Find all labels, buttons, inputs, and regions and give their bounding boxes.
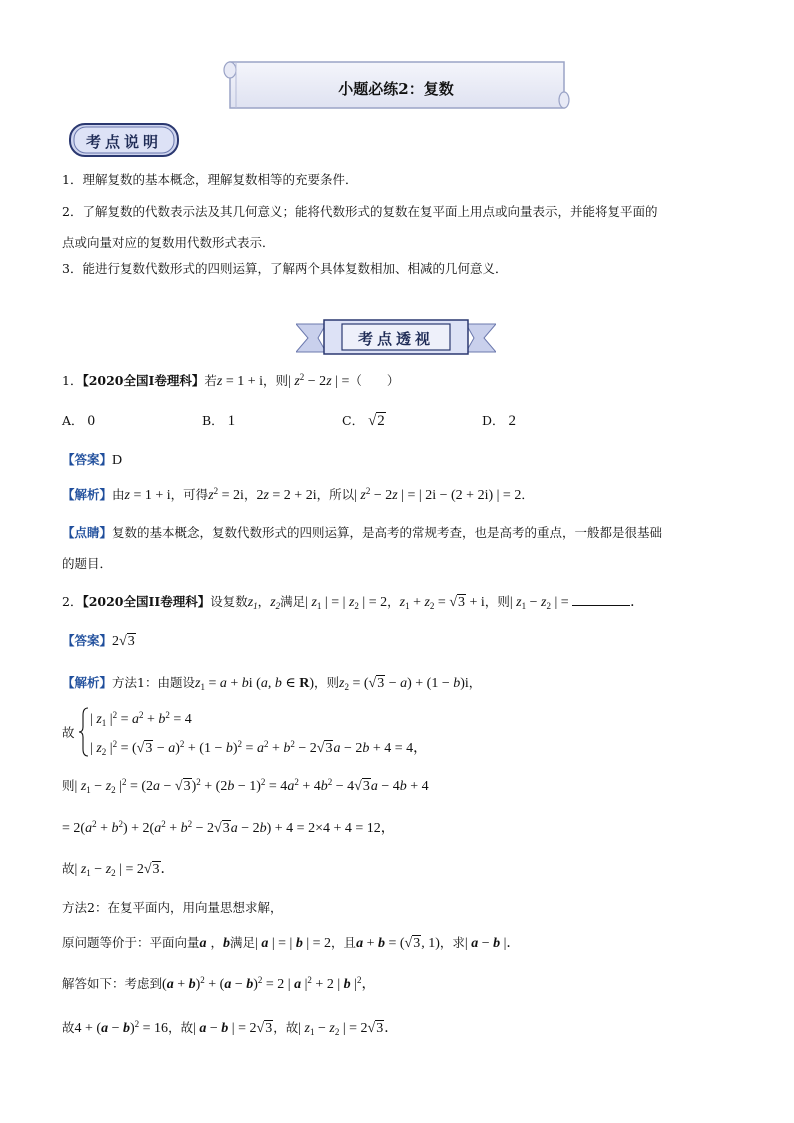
title-banner — [222, 58, 570, 112]
analysis-eq: z = 1 + i — [124, 488, 171, 503]
stem-text: 若 — [204, 373, 217, 388]
explanation-item-2-cont: 点或向量对应的复数用代数形式表示． — [62, 235, 275, 250]
vector-b: b — [223, 936, 230, 951]
analysis-eq: $4 + (a - b)^2 = 16$ — [74, 1019, 169, 1036]
analysis-tag: 【解析】 — [62, 487, 113, 502]
question-source: 【2020全国I卷理科】 — [82, 373, 205, 388]
q2-step-2: = $2(a^2 + b^2) + 2(a^2 + b^2 - 2√3a - 2b) + 4 = 2\times 4 + 4 = 12$， — [62, 819, 395, 836]
question-number: 1． — [62, 373, 83, 388]
option-value: 2 — [508, 413, 517, 429]
analysis-text: ，故 — [168, 1020, 194, 1035]
analysis-eq: $z_2 = (√3 - a) + (1 - b)i$ — [339, 676, 469, 692]
q2-original-problem: 原问题等价于：平面向量a ，b满足| a | = | b | = 2，且a + b = (√3, 1)，求| a − b |． — [62, 935, 521, 951]
stem-text: 满足 — [280, 594, 306, 609]
analysis-text: ，所以 — [316, 487, 355, 502]
section-ribbon-insight — [296, 318, 496, 358]
stem-text: 设复数 — [210, 594, 248, 609]
stem-equation: $z_1 + z_2 = √3 + i$ — [399, 595, 485, 611]
option-c — [342, 411, 386, 430]
analysis-tag: 【解析】 — [62, 675, 113, 690]
q2-analysis-method1: 【解析】方法1：由题设$z_1 = a$ + bi (a, b ∈ R)，则$z_2 = (√3 - a) + (1 - b)i$， — [62, 675, 482, 692]
analysis-text: ． — [521, 487, 534, 502]
analysis-eq: 2z = 2 + 2i — [256, 488, 317, 503]
brace-icon — [79, 707, 89, 757]
analysis-eq: | a − b |． — [464, 936, 521, 951]
answer-tag: 【答案】 — [62, 452, 113, 467]
analysis-text: ， — [243, 487, 257, 502]
analysis-eq: $z_1 = a$ + bi (a, b ∈ R) — [194, 676, 314, 692]
note-tag: 【点睛】 — [62, 525, 113, 540]
q2-solve — [62, 973, 375, 993]
analysis-eq: a + b = (√3, 1) — [356, 936, 440, 951]
explanation-item-2: 2．了解复数的代数表示法及其几何意义；能将代数形式的复数在复平面上用点或向量表示，并能将复平面的 — [62, 204, 658, 219]
option-d — [482, 411, 516, 430]
stem-text: ， — [257, 594, 271, 609]
question-number: 2． — [62, 594, 83, 609]
answer-blank[interactable] — [572, 605, 630, 606]
analysis-text: ，可得 — [170, 487, 209, 502]
radicand: 2 — [377, 413, 385, 429]
q1-note — [62, 523, 662, 541]
stem-text: ， — [387, 594, 400, 609]
stem-text: ，则 — [263, 373, 289, 388]
q2-answer — [62, 631, 136, 650]
question-2 — [62, 591, 644, 611]
system-eq-1: | $z_1$ $|^2 = a^2 + b^2 = 4$ — [90, 710, 192, 728]
analysis-text: 则 — [62, 778, 75, 793]
stem-text: ，则 — [484, 594, 510, 609]
analysis-text: 解答如下：考虑到 — [62, 976, 163, 991]
option-value: 1 — [227, 413, 236, 429]
analysis-eq: $(a + b)^2 + (a - b)^2 = 2$ | a $|^2 + 2$ | b $|^2$， — [162, 975, 376, 992]
q2-so-label: 故 — [62, 725, 75, 740]
option-label: D． — [482, 413, 505, 428]
option-label: C． — [342, 413, 365, 428]
stem-var: $z_1$ — [247, 595, 258, 611]
analysis-text: ，则 — [313, 675, 339, 690]
question-source: 【2020全国II卷理科】 — [82, 594, 211, 609]
option-value: √2 — [368, 413, 385, 429]
answer-paren: （ ） — [349, 373, 400, 388]
analysis-text: ，且 — [331, 935, 357, 950]
analysis-text: 满足 — [230, 935, 256, 950]
analysis-eq: | $z_1 - z_2$ $|^2 = (2a - √3)^2 + (2b - 1)^2 = 4a^2 + 4b^2 - 4√3a - 4b + 4$ — [74, 777, 429, 795]
stem-expression: | $z^2 - 2z$ | = — [288, 372, 350, 389]
page-title: 小题必练2：复数 — [338, 80, 454, 98]
question-1 — [62, 371, 399, 390]
analysis-eq: $z^2 = 2i$ — [208, 486, 244, 503]
explanation-item-1: 1．理解复数的基本概念，理解复数相等的充要条件． — [62, 172, 358, 187]
q1-analysis — [62, 485, 534, 504]
analysis-eq: | $z_1 - z_2$ | = 2√3． — [74, 862, 175, 878]
analysis-eq: | $z_1 - z_2$ | = 2√3． — [298, 1021, 399, 1037]
section-badge-exam-points — [68, 122, 180, 158]
analysis-text: ，故 — [273, 1020, 299, 1035]
badge-label: 考点说明 — [85, 133, 162, 151]
analysis-text: 原问题等价于：平面向量 — [62, 935, 200, 950]
analysis-eq: | a | = | b | = 2 — [255, 936, 332, 951]
option-value: 0 — [87, 413, 96, 429]
answer-value: 2√3 — [112, 634, 135, 649]
stem-var: $z_2$ — [270, 595, 281, 611]
analysis-text: ，求 — [439, 935, 465, 950]
q2-step-3 — [62, 858, 175, 878]
system-eq-2: | $z_2$ $|^2 = (√3 - a)^2 + (1 - b)^2 = a^2 + b^2 - 2√3a - 2b + 4 = 4$， — [90, 739, 428, 757]
answer-value: D — [112, 453, 123, 468]
stem-equation: | $z_1$ | = | $z_2$ | = 2 — [305, 595, 388, 611]
q1-note-cont: 的题目． — [62, 556, 113, 571]
vector-a: a — [199, 936, 207, 951]
analysis-text: 由 — [112, 487, 125, 502]
ribbon-label: 考点透视 — [357, 330, 434, 348]
analysis-text: 方法1：由题设 — [112, 675, 195, 690]
option-a — [62, 411, 95, 430]
option-label: B． — [202, 413, 224, 428]
note-text: 复数的基本概念，复数代数形式的四则运算，是高考的常规考查，也是高考的重点，一般都是很基础 — [112, 525, 663, 540]
analysis-eq: | $z^2 - 2z$ | = | 2i − (2 + 2i) | = 2 — [354, 486, 522, 503]
analysis-text: 故 — [62, 1020, 75, 1035]
q2-step-1 — [62, 776, 429, 795]
analysis-eq: | a − b | = 2√3 — [193, 1021, 273, 1036]
explanation-item-3: 3．能进行复数代数形式的四则运算，了解两个具体复数相加、相减的几何意义． — [62, 261, 508, 276]
q1-answer — [62, 450, 122, 469]
stem-expression: | $z_1 - z_2$ | = ． — [509, 595, 645, 611]
answer-tag: 【答案】 — [62, 633, 113, 648]
q2-method2: 方法2：在复平面内，用向量思想求解， — [62, 900, 283, 915]
stem-equation: z = 1 + i — [216, 374, 263, 389]
option-label: A． — [62, 413, 84, 428]
q2-conclusion — [62, 1017, 398, 1037]
option-b — [202, 411, 235, 430]
analysis-text: 故 — [62, 861, 75, 876]
